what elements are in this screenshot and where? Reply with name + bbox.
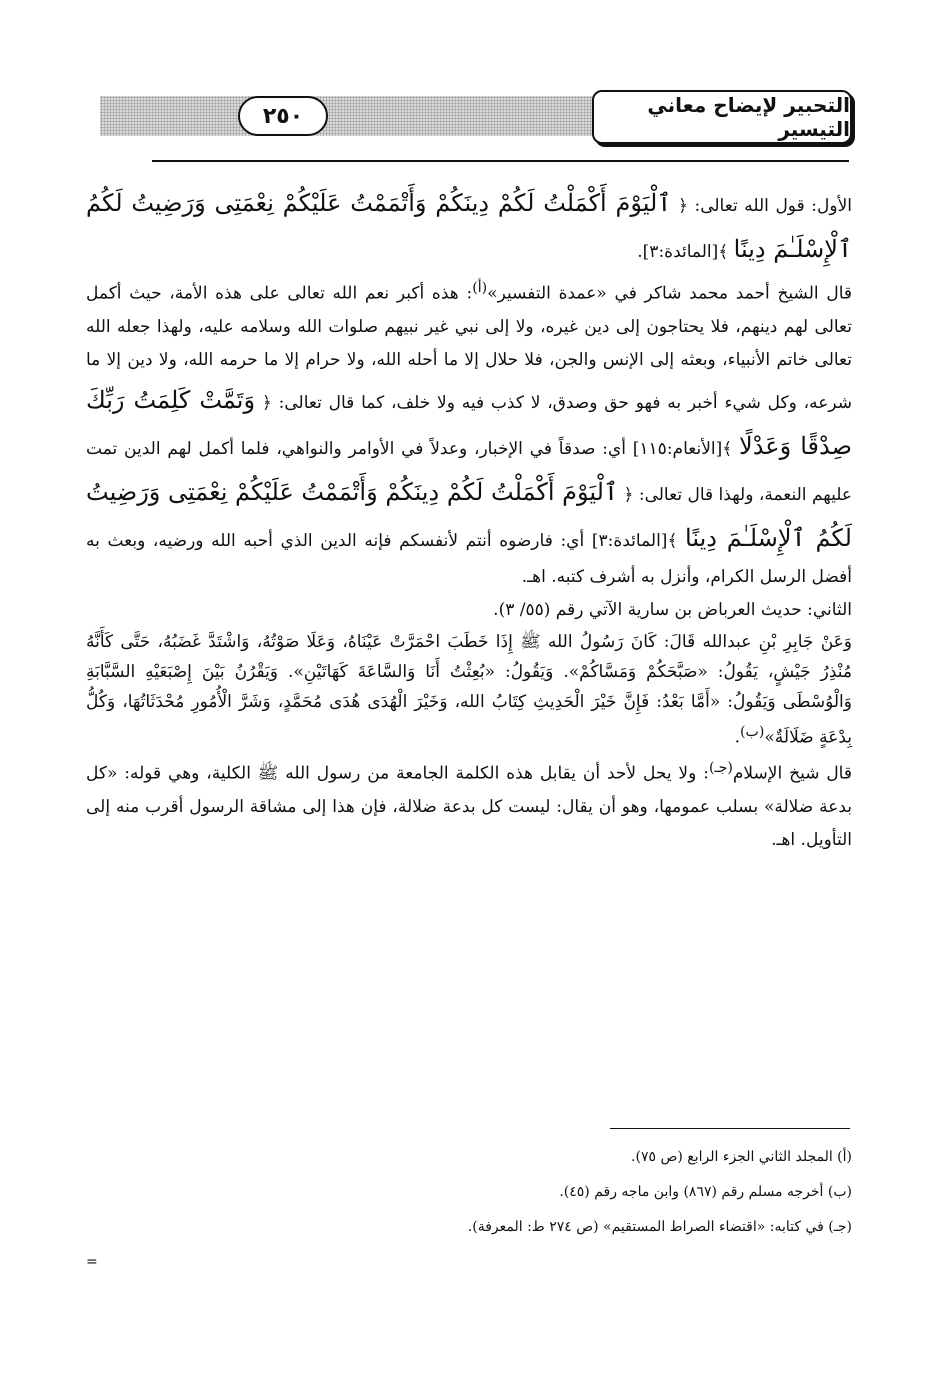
page-number: ٢٥٠ xyxy=(238,96,328,136)
paragraph-first xyxy=(86,180,852,272)
main-content xyxy=(86,180,852,857)
paragraph-shaykh-islam xyxy=(86,752,852,857)
quran-verse: ٱلْيَوْمَ أَكْمَلْتُ لَكُمْ دِينَكُمْ وَأَتْمَمْتُ عَلَيْكُمْ نِعْمَتِى وَرَضِيتُ لَكُمُ ٱلْإِسْلَـٰمَ دِينًا xyxy=(86,477,852,552)
footnote-b: (ب) أخرجه مسلم رقم (٨٦٧) وابن ماجه رقم (٤٥). xyxy=(559,1184,852,1200)
quran-verse: وَتَمَّتْ كَلِمَتُ رَبِّكَ صِدْقًا وَعَدْلًا xyxy=(86,385,852,460)
text-shakir-intro: قال الشيخ أحمد محمد شاكر في «عمدة التفسير» xyxy=(487,283,853,304)
footnote-rule xyxy=(610,1128,850,1129)
verse-citation: ﴾[المائدة:٣]. xyxy=(637,242,729,262)
hadith-text: وَعَنْ جَابِرِ بْنِ عبدالله قَالَ: كَانَ رَسُولُ الله ﷺ إِذَا خَطَبَ احْمَرَّتْ عَيْنَاهُ، وَعَلَا صَوْتُهُ، وَاشْتَدَّ غَضَبُهُ، حَتَّى كَأَنَّهُ مُنْذِرُ جَيْشٍ، يَقُولُ: «صَبَّحَكُمْ وَمَسَّاكُمْ». وَيَقُولُ: «بُعِثْتُ أَنَا وَالسَّاعَةَ كَهَاتَيْنِ». وَيَقْرُنُ بَيْنَ إِصْبَعَيْهِ السَّبَّابَةِ وَالْوُسْطَى وَيَقُولُ: «أَمَّا بَعْدُ: فَإِنَّ خَيْرَ الْحَدِيثِ كِتَابُ الله، وَخَيْرَ الْهُدَى هُدَى مُحَمَّدٍ، وَشَرَّ الْأُمُورِ مُحْدَثَاتُهَا، وَكُلُّ بِدْعَةٍ ضَلَالَةٌ» xyxy=(86,631,852,748)
header-rule xyxy=(152,160,849,162)
footnote-c: (جـ) في كتابه: «اقتضاء الصراط المستقيم» (ص ٢٧٤ ط: المعرفة). xyxy=(467,1219,852,1235)
text-shakir-mid: ﴾[الأنعام:١١٥] أي: صدقاً في الإخبار، وعدلاً في الأوامر والنواهي، فلما أكمل لهم الدين تمت عليهم النعمة، ولهذا قال تعالى: ﴿ xyxy=(86,438,852,505)
page-mark: = xyxy=(86,1254,98,1270)
footnote-ref-c: (جـ) xyxy=(708,760,733,777)
text-shakir-body: : هذه أكبر نعم الله تعالى على هذه الأمة، حيث أكمل تعالى لهم دينهم، فلا يحتاجون إلى دين غيره، ولا إلى نبي غير نبيهم صلوات الله وسلامه عليه، ولهذا جعله الله تعالى خاتم الأنبياء، وبعثه إلى الإنس والجن، فلا حلال إلا ما أحله الله، ولا حرام إلا ما حرمه الله، ولا دين إلا ما شرعه، وكل شيء أخبر به فهو حق وصدق، لا كذب فيه ولا خلف، كما قال تعالى: ﴿ xyxy=(86,283,853,413)
footnotes xyxy=(86,1140,852,1245)
quran-verse: ٱلْيَوْمَ أَكْمَلْتُ لَكُمْ دِينَكُمْ وَأَتْمَمْتُ عَلَيْكُمْ نِعْمَتِى وَرَضِيتُ لَكُمُ ٱلْإِسْلَـٰمَ دِينًا xyxy=(86,189,852,263)
hadith-paragraph xyxy=(86,627,852,753)
text-shaykh-intro: قال شيخ الإسلام xyxy=(732,763,852,784)
hadith-end: . xyxy=(734,727,741,748)
footnote-ref-b: (ب) xyxy=(740,723,765,740)
footnote-a: (أ) المجلد الثاني الجزء الرابع (ص ٧٥). xyxy=(631,1149,852,1165)
text-shakir-end: ﴾[المائدة:٣] أي: فارضوه أنتم لأنفسكم فإنه الدين الذي أحبه الله ورضيه، وبعث به أفضل الرسل الكرام، وأنزل به أشرف كتبه. اهـ. xyxy=(86,530,852,587)
paragraph-second: الثاني: حديث العرباض بن سارية الآتي رقم (٥٥/ ٣). xyxy=(493,599,852,620)
footnote-ref-a: (أ) xyxy=(472,280,488,296)
text-intro: الأول: قول الله تعالى: ﴿ xyxy=(677,196,852,216)
book-title: التحبير لإيضاح معاني التيسير xyxy=(592,90,852,144)
text-shaykh-body: : ولا يحل لأحد أن يقابل هذه الكلمة الجامعة من رسول الله ﷺ الكلية، وهي قوله: «كل بدعة ضلالة» بسلب عمومها، وهو أن يقال: ليست كل بدعة ضلالة، فإن هذا إلى مشاقة الرسول أقرب منه إلى التأويل. اهـ. xyxy=(86,763,852,850)
paragraph-shakir xyxy=(86,272,852,594)
